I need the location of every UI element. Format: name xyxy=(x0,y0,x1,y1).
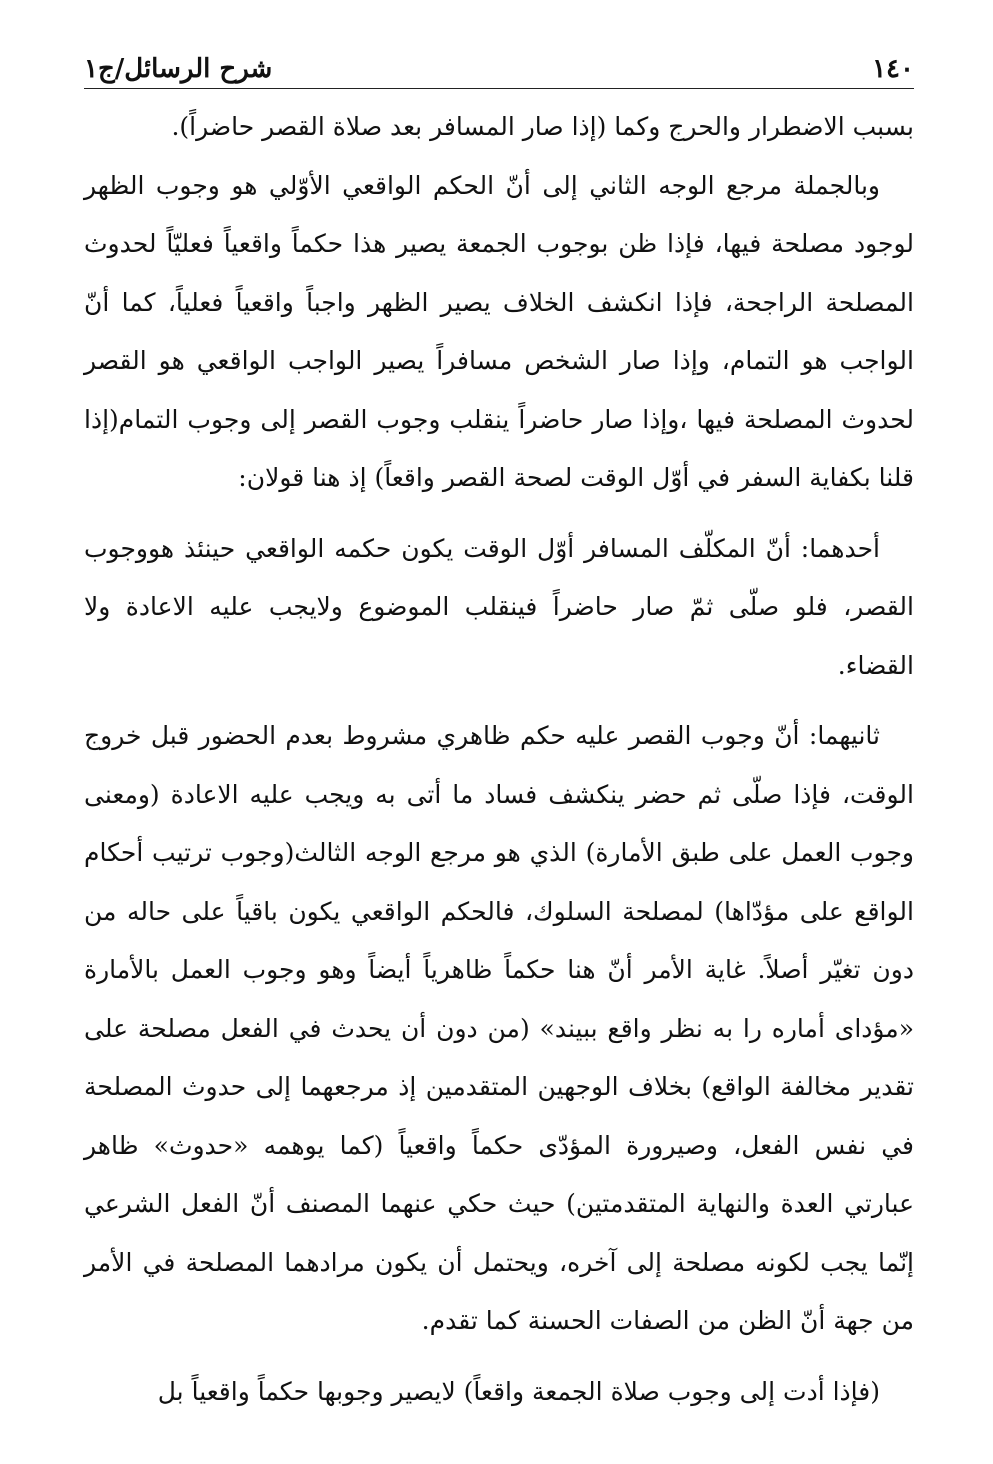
paragraph-3: أحدهما: أنّ المكلّف المسافر أوّل الوقت يكون حكمه الواقعي حينئذ هووجوب القصر، فلو صلّى ثمّ صار حاضراً فينقلب الموضوع ولايجب عليه الاعادة ولا القضاء. xyxy=(84,533,914,680)
paragraph-5: (فإذا أدت إلى وجوب صلاة الجمعة واقعاً) لايصير وجوبها حكماً واقعياً بل xyxy=(157,1376,880,1406)
page-number: ١٤٠ xyxy=(872,54,914,84)
body-text xyxy=(84,98,914,1421)
header-divider xyxy=(84,88,914,89)
paragraph-2: وبالجملة مرجع الوجه الثاني إلى أنّ الحكم الواقعي الأوّلي هو وجوب الظهر لوجود مصلحة فيها، فإذا ظن بوجوب الجمعة يصير هذا حكماً واقعياً فعليّاً لحدوث المصلحة الراجحة، فإذا انكشف الخلاف يصير الظهر واجباً واقعياً فعلياً، كما أنّ الواجب هو التمام، وإذا صار الشخص مسافراً يصير الواجب الواقعي هو القصر لحدوث المصلحة فيها ،وإذا صار حاضراً ينقلب وجوب القصر إلى وجوب التمام(إذا قلنا بكفاية السفر في أوّل الوقت لصحة القصر واقعاً) إذ هنا قولان: xyxy=(84,170,914,492)
paragraph-4: ثانيهما: أنّ وجوب القصر عليه حكم ظاهري مشروط بعدم الحضور قبل خروج الوقت، فإذا صلّى ثم حضر ينكشف فساد ما أتى به ويجب عليه الاعادة (ومعنى وجوب العمل على طبق الأمارة) الذي هو مرجع الوجه الثالث(وجوب ترتيب أحكام الواقع على مؤدّاها) لمصلحة السلوك، فالحكم الواقعي يكون باقياً على حاله من دون تغيّر أصلاً. غاية الأمر أنّ هنا حكماً ظاهرياً أيضاً وهو وجوب العمل بالأمارة «مؤداى أماره را به نظر واقع ببيند» (من دون أن يحدث في الفعل مصلحة على تقدير مخالفة الواقع) بخلاف الوجهين المتقدمين إذ مرجعهما إلى حدوث المصلحة في نفس الفعل، وصيرورة المؤدّى حكماً واقعياً (كما يوهمه «حدوث» ظاهر عبارتي العدة والنهاية المتقدمتين) حيث حكي عنهما المصنف أنّ الفعل الشرعي إنّما يجب لكونه مصلحة إلى آخره، ويحتمل أن يكون مرادهما المصلحة في الأمر من جهة أنّ الظن من الصفات الحسنة كما تقدم. xyxy=(84,721,914,1335)
running-title: شرح الرسائل/ج١ xyxy=(84,54,273,84)
paragraph-1: بسبب الاضطرار والحرج وكما (إذا صار المسافر بعد صلاة القصر حاضراً). xyxy=(171,112,914,141)
running-header xyxy=(84,44,914,84)
